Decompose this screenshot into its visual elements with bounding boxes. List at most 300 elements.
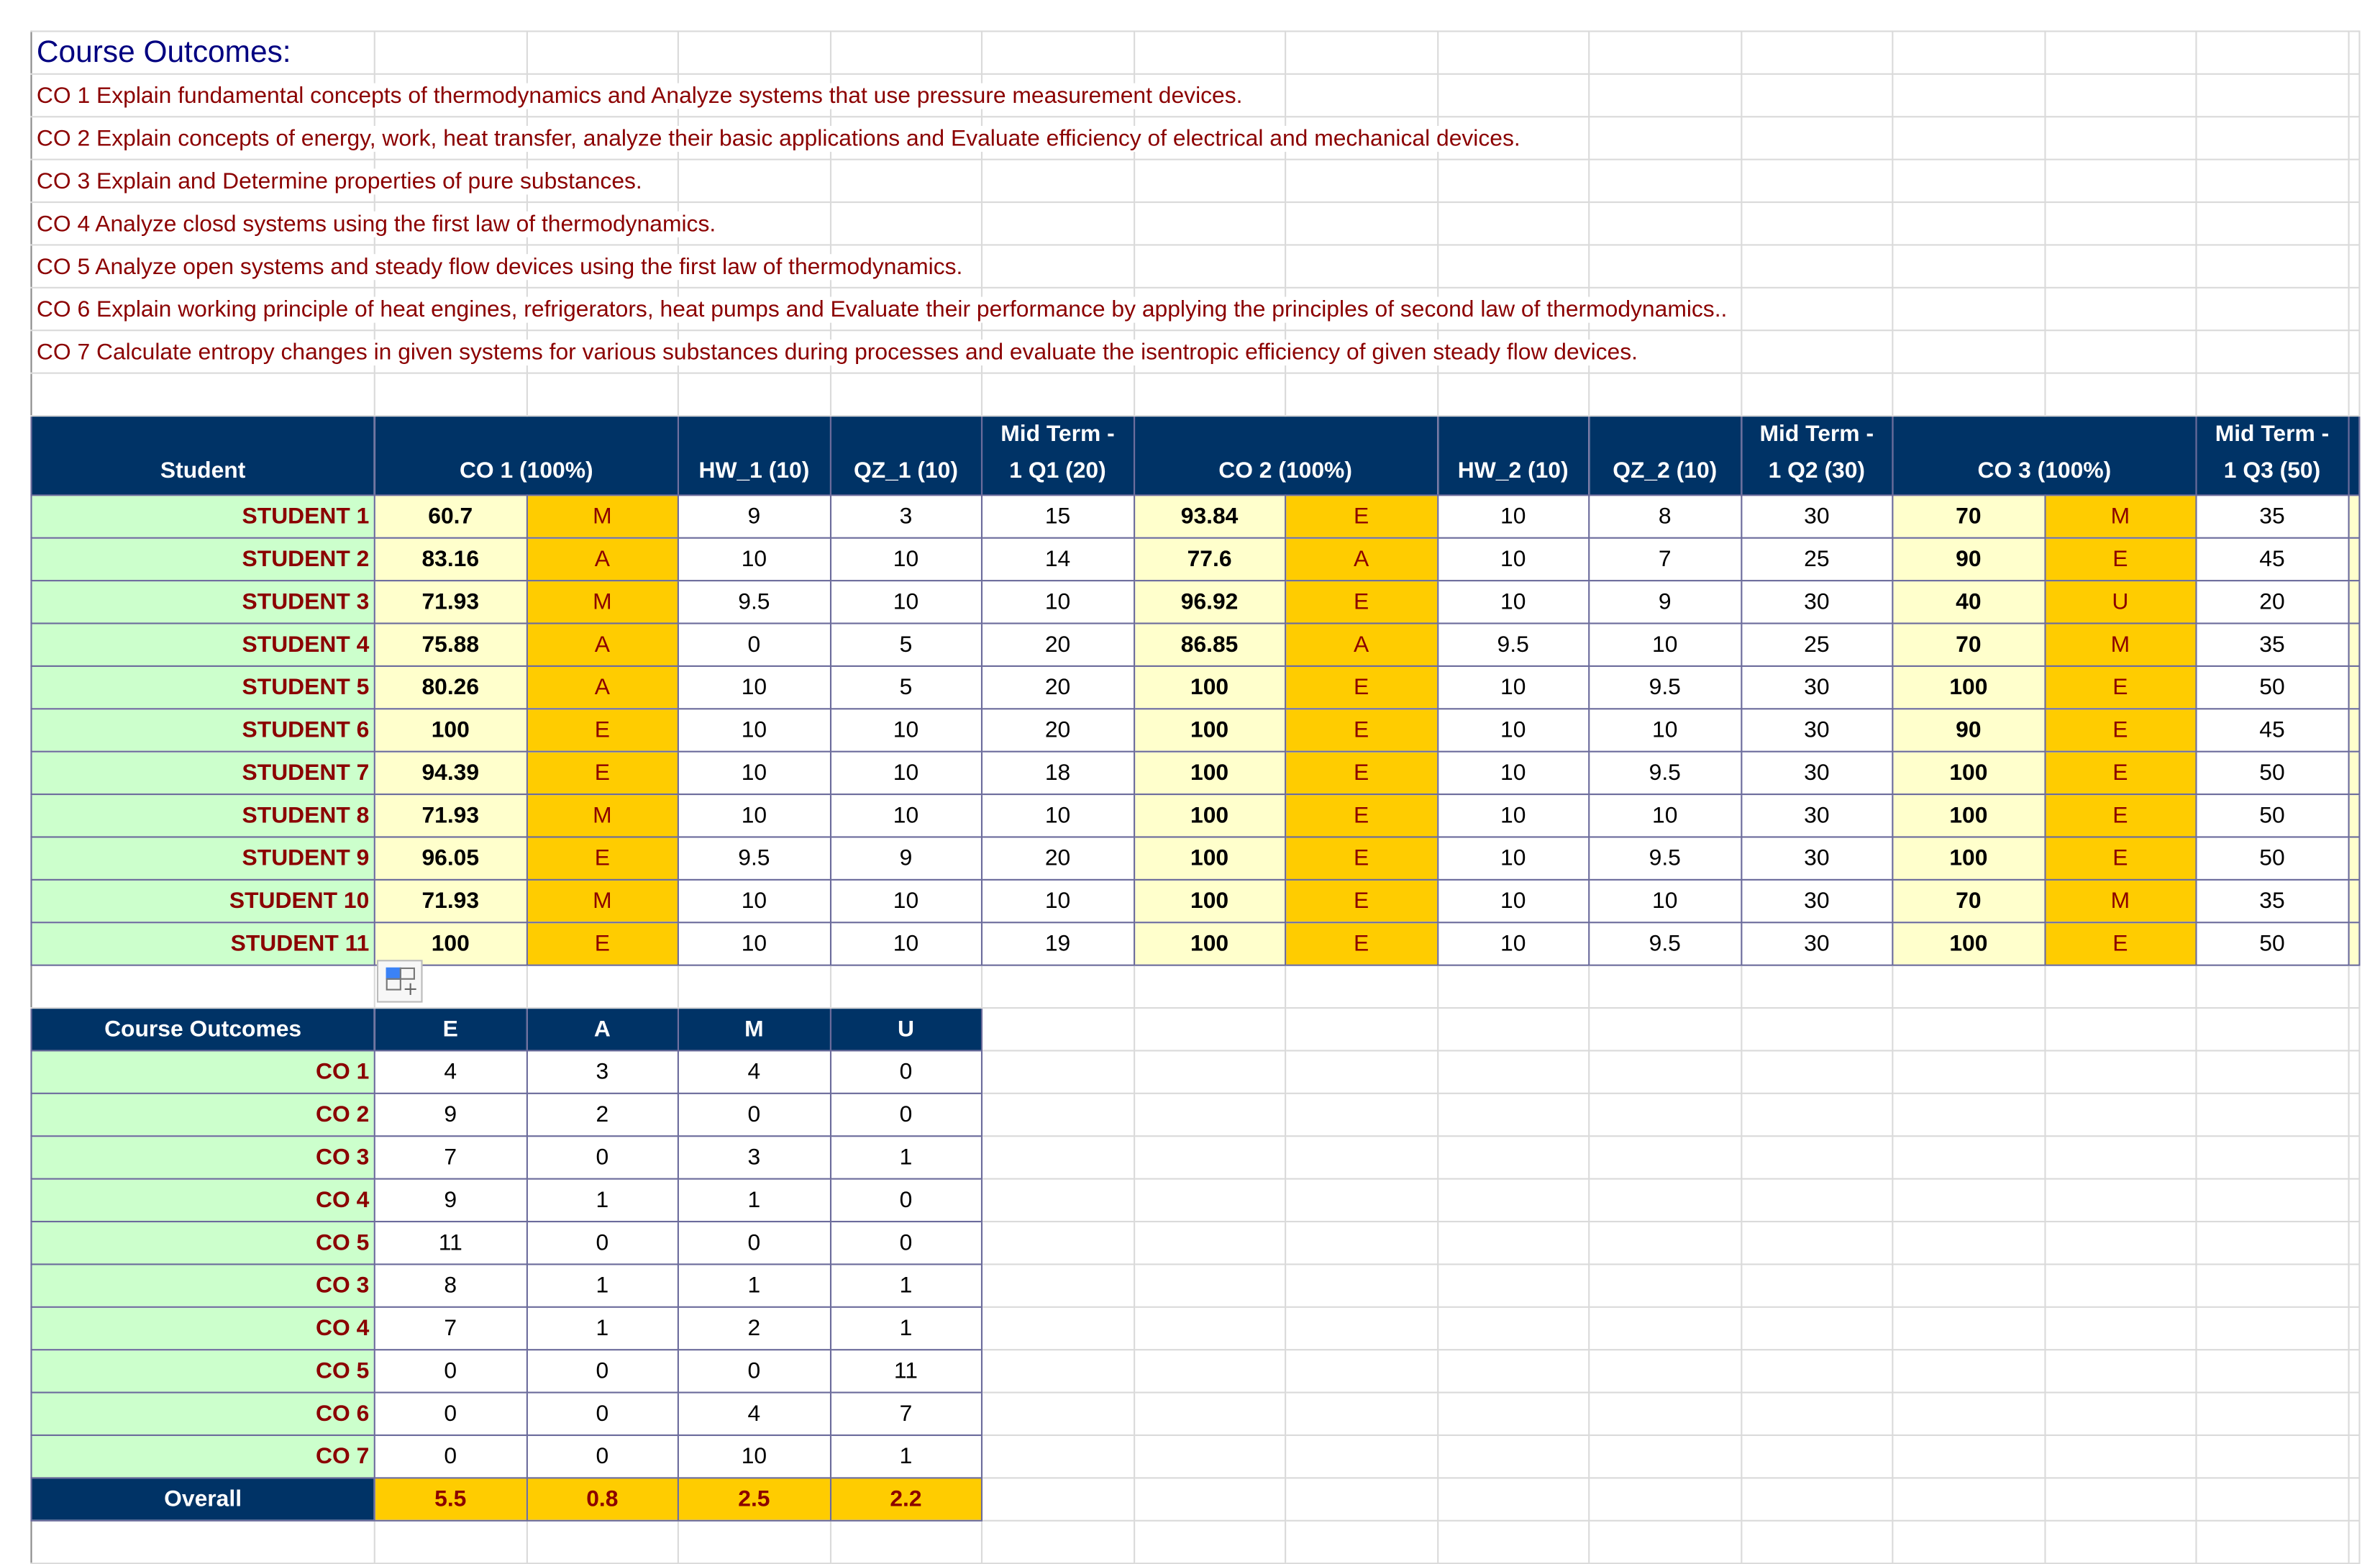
empty-cell[interactable] <box>1134 1136 1285 1178</box>
hw2-score[interactable]: 10 <box>1437 538 1589 581</box>
empty-cell[interactable] <box>982 1307 1134 1350</box>
empty-cell[interactable] <box>1741 160 1892 202</box>
hw2-score[interactable]: 10 <box>1437 922 1589 965</box>
empty-cell[interactable] <box>2348 1222 2359 1264</box>
grade-count[interactable]: 0 <box>526 1435 678 1478</box>
empty-cell[interactable] <box>2044 1179 2196 1222</box>
empty-cell[interactable] <box>1741 1478 1892 1520</box>
empty-cell[interactable] <box>830 202 982 245</box>
grade-count[interactable]: 11 <box>830 1350 982 1392</box>
empty-cell[interactable] <box>2196 160 2348 202</box>
midterm-q2-score[interactable]: 30 <box>1741 922 1892 965</box>
empty-cell[interactable] <box>1437 373 1589 416</box>
empty-cell[interactable] <box>1285 1307 1437 1350</box>
co1-score[interactable]: 96.05 <box>375 837 526 879</box>
empty-cell[interactable] <box>982 1521 1134 1563</box>
co3-score[interactable]: 100 <box>1892 666 2044 709</box>
empty-cell[interactable] <box>1892 1136 2044 1178</box>
midterm-q3-score[interactable]: 50 <box>2196 794 2348 837</box>
partial-cell[interactable] <box>2348 581 2359 623</box>
empty-cell[interactable] <box>1741 373 1892 416</box>
empty-cell[interactable] <box>2348 74 2359 117</box>
hw1-score[interactable]: 9 <box>678 495 830 537</box>
co1-grade[interactable]: E <box>526 837 678 879</box>
header-co2[interactable]: CO 2 (100%) <box>1134 416 1437 495</box>
empty-cell[interactable] <box>678 31 830 73</box>
co2-grade[interactable]: E <box>1285 752 1437 794</box>
empty-cell[interactable] <box>1589 117 1741 159</box>
co3-score[interactable]: 100 <box>1892 922 2044 965</box>
student-name[interactable]: STUDENT 11 <box>31 922 374 965</box>
co2-score[interactable]: 100 <box>1134 922 1285 965</box>
empty-cell[interactable] <box>1285 1478 1437 1520</box>
empty-cell[interactable] <box>1589 1307 1741 1350</box>
empty-cell[interactable] <box>982 1008 1134 1050</box>
midterm-q3-score[interactable]: 20 <box>2196 581 2348 623</box>
co3-score[interactable]: 100 <box>1892 837 2044 879</box>
co1-grade[interactable]: A <box>526 538 678 581</box>
empty-cell[interactable] <box>982 1435 1134 1478</box>
grade-count[interactable]: 0 <box>830 1050 982 1093</box>
grade-count[interactable]: 1 <box>678 1179 830 1222</box>
empty-cell[interactable] <box>1285 1094 1437 1136</box>
empty-cell[interactable] <box>31 965 374 1008</box>
midterm-q2-score[interactable]: 30 <box>1741 495 1892 537</box>
empty-cell[interactable] <box>1892 1435 2044 1478</box>
midterm-q3-score[interactable]: 50 <box>2196 666 2348 709</box>
empty-cell[interactable] <box>31 1521 374 1563</box>
empty-cell[interactable] <box>2348 1393 2359 1435</box>
midterm-q1-score[interactable]: 19 <box>982 922 1134 965</box>
qz1-score[interactable]: 3 <box>830 495 982 537</box>
empty-cell[interactable] <box>1134 373 1285 416</box>
empty-cell[interactable] <box>2348 1307 2359 1350</box>
empty-cell[interactable] <box>1285 245 1437 287</box>
empty-cell[interactable] <box>1437 1008 1589 1050</box>
grade-count[interactable]: 1 <box>526 1179 678 1222</box>
course-outcome-label[interactable]: CO 7 <box>31 1435 374 1478</box>
empty-cell[interactable] <box>2044 1136 2196 1178</box>
co3-score[interactable]: 70 <box>1892 880 2044 922</box>
empty-cell[interactable] <box>1589 74 1741 117</box>
empty-cell[interactable] <box>1437 1222 1589 1264</box>
header-co1[interactable]: CO 1 (100%) <box>375 416 678 495</box>
empty-cell[interactable] <box>1285 1008 1437 1050</box>
grade-count[interactable]: 1 <box>526 1307 678 1350</box>
midterm-q3-score[interactable]: 35 <box>2196 624 2348 666</box>
grade-count[interactable]: 3 <box>678 1136 830 1178</box>
empty-cell[interactable] <box>1134 202 1285 245</box>
hw2-score[interactable]: 10 <box>1437 495 1589 537</box>
co1-score[interactable]: 83.16 <box>375 538 526 581</box>
course-outcome-label[interactable]: CO 5 <box>31 1350 374 1392</box>
co2-score[interactable]: 100 <box>1134 709 1285 751</box>
midterm-q2-score[interactable]: 25 <box>1741 538 1892 581</box>
empty-cell[interactable] <box>2196 288 2348 330</box>
grade-count[interactable]: 0 <box>375 1393 526 1435</box>
empty-cell[interactable] <box>1134 1050 1285 1093</box>
empty-cell[interactable] <box>1134 31 1285 73</box>
grade-count[interactable]: 0 <box>830 1179 982 1222</box>
hw2-score[interactable]: 10 <box>1437 666 1589 709</box>
qz2-score[interactable]: 7 <box>1589 538 1741 581</box>
empty-cell[interactable] <box>1741 1136 1892 1178</box>
empty-cell[interactable] <box>1437 1179 1589 1222</box>
grade-count[interactable]: 3 <box>526 1050 678 1093</box>
empty-cell[interactable] <box>1134 160 1285 202</box>
course-outcome-label[interactable]: CO 3 <box>31 1264 374 1306</box>
empty-cell[interactable] <box>1589 1094 1741 1136</box>
partial-cell[interactable] <box>2348 495 2359 537</box>
grade-count[interactable]: 2 <box>526 1094 678 1136</box>
empty-cell[interactable] <box>982 1393 1134 1435</box>
empty-cell[interactable] <box>1892 1008 2044 1050</box>
co2-grade[interactable]: A <box>1285 624 1437 666</box>
empty-cell[interactable] <box>982 1264 1134 1306</box>
course-outcome-label[interactable]: CO 1 <box>31 1050 374 1093</box>
qz2-score[interactable]: 9.5 <box>1589 752 1741 794</box>
overall-label[interactable]: Overall <box>31 1478 374 1520</box>
co2-grade[interactable]: E <box>1285 837 1437 879</box>
qz2-score[interactable]: 10 <box>1589 794 1741 837</box>
overall-value[interactable]: 5.5 <box>375 1478 526 1520</box>
course-outcome-label[interactable]: CO 4 <box>31 1179 374 1222</box>
student-name[interactable]: STUDENT 9 <box>31 837 374 879</box>
midterm-q3-score[interactable]: 50 <box>2196 752 2348 794</box>
student-name[interactable]: STUDENT 6 <box>31 709 374 751</box>
grade-count[interactable]: 4 <box>678 1050 830 1093</box>
empty-cell[interactable] <box>2196 1307 2348 1350</box>
empty-cell[interactable] <box>2044 1393 2196 1435</box>
qz1-score[interactable]: 5 <box>830 666 982 709</box>
hw1-score[interactable]: 10 <box>678 794 830 837</box>
empty-cell[interactable] <box>1437 1435 1589 1478</box>
course-outcome-label[interactable]: CO 3 <box>31 1136 374 1178</box>
empty-cell[interactable] <box>1892 245 2044 287</box>
empty-cell[interactable] <box>982 31 1134 73</box>
empty-cell[interactable] <box>2044 1478 2196 1520</box>
empty-cell[interactable] <box>1589 1435 1741 1478</box>
co2-grade[interactable]: E <box>1285 709 1437 751</box>
co1-score[interactable]: 94.39 <box>375 752 526 794</box>
empty-cell[interactable] <box>1134 1264 1285 1306</box>
grade-count[interactable]: 7 <box>375 1136 526 1178</box>
empty-cell[interactable] <box>2044 1435 2196 1478</box>
empty-cell[interactable] <box>1741 31 1892 73</box>
empty-cell[interactable] <box>982 1050 1134 1093</box>
empty-cell[interactable] <box>2196 117 2348 159</box>
partial-cell[interactable] <box>2348 752 2359 794</box>
hw2-score[interactable]: 10 <box>1437 794 1589 837</box>
empty-cell[interactable] <box>1285 965 1437 1008</box>
empty-cell[interactable] <box>1437 1393 1589 1435</box>
header-student[interactable]: Student <box>31 416 374 495</box>
empty-cell[interactable] <box>1285 1136 1437 1178</box>
student-name[interactable]: STUDENT 7 <box>31 752 374 794</box>
grade-count[interactable]: 0 <box>678 1222 830 1264</box>
empty-cell[interactable] <box>1285 160 1437 202</box>
co1-score[interactable]: 71.93 <box>375 581 526 623</box>
co3-grade[interactable]: E <box>2044 794 2196 837</box>
grade-count[interactable]: 4 <box>375 1050 526 1093</box>
qz2-score[interactable]: 9 <box>1589 581 1741 623</box>
empty-cell[interactable] <box>1741 1350 1892 1392</box>
empty-cell[interactable] <box>1589 1136 1741 1178</box>
empty-cell[interactable] <box>2196 1179 2348 1222</box>
partial-cell[interactable] <box>2348 837 2359 879</box>
student-name[interactable]: STUDENT 10 <box>31 880 374 922</box>
empty-cell[interactable] <box>2196 965 2348 1008</box>
empty-cell[interactable] <box>830 373 982 416</box>
header-course-outcomes[interactable]: Course Outcomes <box>31 1008 374 1050</box>
co2-grade[interactable]: E <box>1285 880 1437 922</box>
empty-cell[interactable] <box>1134 1435 1285 1478</box>
empty-cell[interactable] <box>830 965 982 1008</box>
empty-cell[interactable] <box>1134 245 1285 287</box>
empty-cell[interactable] <box>830 160 982 202</box>
empty-cell[interactable] <box>1437 245 1589 287</box>
empty-cell[interactable] <box>1437 1264 1589 1306</box>
empty-cell[interactable] <box>2348 1435 2359 1478</box>
empty-cell[interactable] <box>1741 1008 1892 1050</box>
empty-cell[interactable] <box>2196 1521 2348 1563</box>
grade-count[interactable]: 0 <box>375 1435 526 1478</box>
student-name[interactable]: STUDENT 2 <box>31 538 374 581</box>
empty-cell[interactable] <box>2348 117 2359 159</box>
qz2-score[interactable]: 10 <box>1589 880 1741 922</box>
empty-cell[interactable] <box>2196 74 2348 117</box>
co2-score[interactable]: 96.92 <box>1134 581 1285 623</box>
empty-cell[interactable] <box>2044 1050 2196 1093</box>
empty-cell[interactable] <box>982 1350 1134 1392</box>
empty-cell[interactable] <box>526 965 678 1008</box>
co2-score[interactable]: 100 <box>1134 794 1285 837</box>
empty-cell[interactable] <box>1437 74 1589 117</box>
empty-cell[interactable] <box>1437 1521 1589 1563</box>
empty-cell[interactable] <box>1134 1307 1285 1350</box>
qz1-score[interactable]: 10 <box>830 794 982 837</box>
grade-count[interactable]: 7 <box>830 1393 982 1435</box>
empty-cell[interactable] <box>1892 1393 2044 1435</box>
empty-cell[interactable] <box>2348 373 2359 416</box>
empty-cell[interactable] <box>1741 1094 1892 1136</box>
midterm-q1-score[interactable]: 10 <box>982 794 1134 837</box>
empty-cell[interactable] <box>678 373 830 416</box>
empty-cell[interactable] <box>1589 245 1741 287</box>
co1-score[interactable]: 60.7 <box>375 495 526 537</box>
empty-cell[interactable] <box>2196 1478 2348 1520</box>
partial-cell[interactable] <box>2348 880 2359 922</box>
co1-grade[interactable]: A <box>526 666 678 709</box>
grade-count[interactable]: 0 <box>375 1350 526 1392</box>
empty-cell[interactable] <box>1741 1521 1892 1563</box>
grade-count[interactable]: 0 <box>678 1350 830 1392</box>
qz2-score[interactable]: 10 <box>1589 624 1741 666</box>
empty-cell[interactable] <box>1285 373 1437 416</box>
midterm-q2-score[interactable]: 30 <box>1741 837 1892 879</box>
empty-cell[interactable] <box>2348 1008 2359 1050</box>
course-outcome-label[interactable]: CO 2 <box>31 1094 374 1136</box>
empty-cell[interactable] <box>1134 1478 1285 1520</box>
hw1-score[interactable]: 9.5 <box>678 581 830 623</box>
empty-cell[interactable] <box>1741 1050 1892 1093</box>
midterm-q1-score[interactable]: 10 <box>982 880 1134 922</box>
empty-cell[interactable] <box>1892 1350 2044 1392</box>
empty-cell[interactable] <box>526 1521 678 1563</box>
empty-cell[interactable] <box>678 1521 830 1563</box>
midterm-q3-score[interactable]: 45 <box>2196 709 2348 751</box>
empty-cell[interactable] <box>2348 330 2359 373</box>
midterm-q1-score[interactable]: 15 <box>982 495 1134 537</box>
empty-cell[interactable] <box>2044 202 2196 245</box>
empty-cell[interactable] <box>2196 1094 2348 1136</box>
empty-cell[interactable] <box>1741 330 1892 373</box>
co3-score[interactable]: 40 <box>1892 581 2044 623</box>
co1-score[interactable]: 71.93 <box>375 880 526 922</box>
empty-cell[interactable] <box>2348 288 2359 330</box>
grade-count[interactable]: 2 <box>678 1307 830 1350</box>
empty-cell[interactable] <box>1134 965 1285 1008</box>
grade-count[interactable]: 8 <box>375 1264 526 1306</box>
grade-count[interactable]: 0 <box>678 1094 830 1136</box>
empty-cell[interactable] <box>1892 74 2044 117</box>
co2-score[interactable]: 100 <box>1134 752 1285 794</box>
empty-cell[interactable] <box>2044 1094 2196 1136</box>
qz2-score[interactable]: 8 <box>1589 495 1741 537</box>
empty-cell[interactable] <box>1892 31 2044 73</box>
empty-cell[interactable] <box>1741 1222 1892 1264</box>
student-name[interactable]: STUDENT 8 <box>31 794 374 837</box>
hw2-score[interactable]: 9.5 <box>1437 624 1589 666</box>
midterm-q3-score[interactable]: 50 <box>2196 922 2348 965</box>
empty-cell[interactable] <box>2044 1307 2196 1350</box>
course-outcome-cell[interactable] <box>31 202 716 245</box>
midterm-q1-score[interactable]: 18 <box>982 752 1134 794</box>
empty-cell[interactable] <box>375 373 526 416</box>
empty-cell[interactable] <box>1892 1264 2044 1306</box>
partial-cell[interactable] <box>2348 538 2359 581</box>
empty-cell[interactable] <box>1437 1094 1589 1136</box>
empty-cell[interactable] <box>1892 288 2044 330</box>
qz1-score[interactable]: 9 <box>830 837 982 879</box>
empty-cell[interactable] <box>1892 1478 2044 1520</box>
qz1-score[interactable]: 5 <box>830 624 982 666</box>
co3-score[interactable]: 70 <box>1892 624 2044 666</box>
header-grade-m[interactable]: M <box>678 1008 830 1050</box>
hw1-score[interactable]: 10 <box>678 666 830 709</box>
co2-score[interactable]: 100 <box>1134 880 1285 922</box>
hw1-score[interactable]: 10 <box>678 709 830 751</box>
grade-count[interactable]: 0 <box>830 1094 982 1136</box>
qz1-score[interactable]: 10 <box>830 538 982 581</box>
co3-score[interactable]: 90 <box>1892 538 2044 581</box>
empty-cell[interactable] <box>1892 373 2044 416</box>
empty-cell[interactable] <box>2348 160 2359 202</box>
co3-grade[interactable]: E <box>2044 837 2196 879</box>
student-name[interactable]: STUDENT 1 <box>31 495 374 537</box>
co1-grade[interactable]: M <box>526 581 678 623</box>
empty-cell[interactable] <box>1437 1307 1589 1350</box>
qz2-score[interactable]: 9.5 <box>1589 837 1741 879</box>
co2-score[interactable]: 77.6 <box>1134 538 1285 581</box>
grade-count[interactable]: 1 <box>830 1264 982 1306</box>
co3-grade[interactable]: E <box>2044 922 2196 965</box>
qz1-score[interactable]: 10 <box>830 922 982 965</box>
co1-grade[interactable]: E <box>526 922 678 965</box>
midterm-q2-score[interactable]: 30 <box>1741 794 1892 837</box>
course-outcome-label[interactable]: CO 5 <box>31 1222 374 1264</box>
co2-score[interactable]: 93.84 <box>1134 495 1285 537</box>
empty-cell[interactable] <box>2044 74 2196 117</box>
paste-options-icon[interactable]: + <box>377 960 423 1002</box>
empty-cell[interactable] <box>830 31 982 73</box>
grade-count[interactable]: 4 <box>678 1393 830 1435</box>
empty-cell[interactable] <box>1589 1008 1741 1050</box>
empty-cell[interactable] <box>2348 965 2359 1008</box>
hw1-score[interactable]: 10 <box>678 752 830 794</box>
grade-count[interactable]: 7 <box>375 1307 526 1350</box>
empty-cell[interactable] <box>1437 1050 1589 1093</box>
empty-cell[interactable] <box>1134 1393 1285 1435</box>
header-grade-e[interactable]: E <box>375 1008 526 1050</box>
header-hw2[interactable]: HW_2 (10) <box>1437 416 1589 495</box>
co1-score[interactable]: 100 <box>375 922 526 965</box>
hw2-score[interactable]: 10 <box>1437 880 1589 922</box>
empty-cell[interactable] <box>2044 1264 2196 1306</box>
midterm-q2-score[interactable]: 30 <box>1741 666 1892 709</box>
empty-cell[interactable] <box>2196 202 2348 245</box>
empty-cell[interactable] <box>982 1179 1134 1222</box>
header-co3[interactable]: CO 3 (100%) <box>1892 416 2196 495</box>
hw1-score[interactable]: 10 <box>678 538 830 581</box>
empty-cell[interactable] <box>1285 1393 1437 1435</box>
empty-cell[interactable] <box>1589 1478 1741 1520</box>
hw2-score[interactable]: 10 <box>1437 752 1589 794</box>
empty-cell[interactable] <box>2196 1136 2348 1178</box>
hw1-score[interactable]: 10 <box>678 922 830 965</box>
empty-cell[interactable] <box>526 31 678 73</box>
co3-grade[interactable]: E <box>2044 709 2196 751</box>
empty-cell[interactable] <box>1741 245 1892 287</box>
empty-cell[interactable] <box>1134 1350 1285 1392</box>
empty-cell[interactable] <box>1437 202 1589 245</box>
empty-cell[interactable] <box>1285 1435 1437 1478</box>
empty-cell[interactable] <box>1741 1307 1892 1350</box>
empty-cell[interactable] <box>1741 1393 1892 1435</box>
header-partial[interactable] <box>2348 416 2359 495</box>
empty-cell[interactable] <box>982 1136 1134 1178</box>
empty-cell[interactable] <box>1589 1222 1741 1264</box>
empty-cell[interactable] <box>1892 330 2044 373</box>
empty-cell[interactable] <box>1892 965 2044 1008</box>
empty-cell[interactable] <box>830 1521 982 1563</box>
empty-cell[interactable] <box>1892 1521 2044 1563</box>
empty-cell[interactable] <box>2196 1264 2348 1306</box>
qz1-score[interactable]: 10 <box>830 581 982 623</box>
partial-cell[interactable] <box>2348 666 2359 709</box>
course-outcome-label[interactable]: CO 4 <box>31 1307 374 1350</box>
student-name[interactable]: STUDENT 4 <box>31 624 374 666</box>
empty-cell[interactable] <box>1892 202 2044 245</box>
course-outcome-cell[interactable] <box>31 74 1243 117</box>
co3-grade[interactable]: E <box>2044 666 2196 709</box>
empty-cell[interactable] <box>1134 1008 1285 1050</box>
course-outcome-cell[interactable] <box>31 245 963 287</box>
co2-grade[interactable]: A <box>1285 538 1437 581</box>
empty-cell[interactable] <box>1437 965 1589 1008</box>
empty-cell[interactable] <box>526 373 678 416</box>
empty-cell[interactable] <box>1285 1350 1437 1392</box>
